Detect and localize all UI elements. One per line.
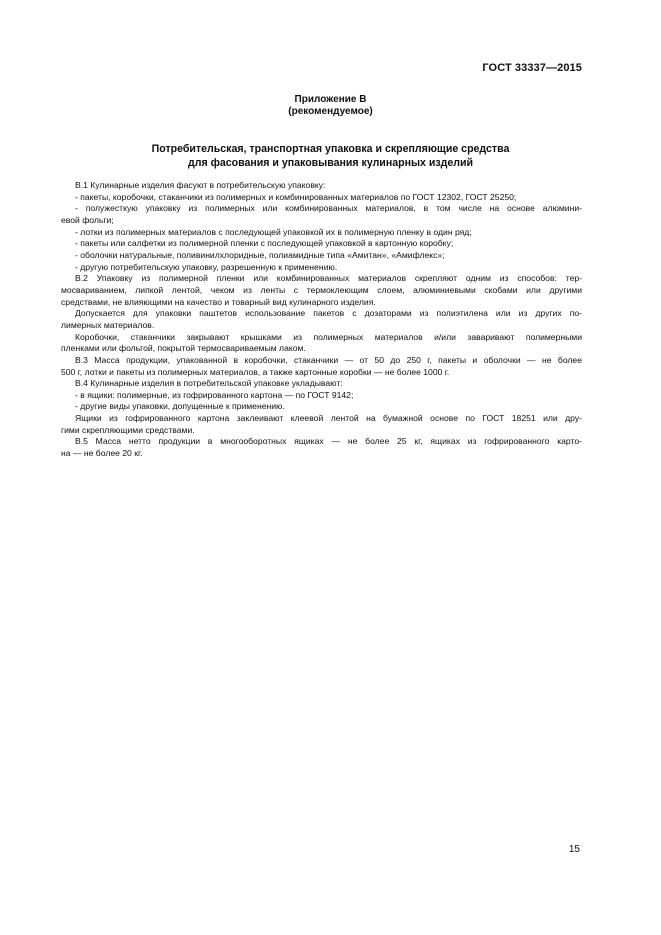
list-item: - лотки из полимерных материалов с последующей упаковкой их в полимерную пленку в один ряд; bbox=[75, 226, 472, 237]
list-item: - другую потребительскую упаковку, разрешенную к применению. bbox=[75, 261, 338, 272]
list-item: - пакеты, коробочки, стаканчики из полимерных и комбинированных материалов по ГОСТ 12302, ГОСТ 25250; bbox=[75, 191, 517, 202]
paragraph-line: 500 г, лотки и пакеты из полимерных материалов, а также картонные коробки — не более 1000 г. bbox=[61, 366, 450, 377]
annex-status: (рекомендуемое) bbox=[288, 106, 373, 117]
clause-b2: В.2 Упаковку из полимерной пленки или комбинированных материалов скрепляют одним из способов: тер- bbox=[75, 273, 582, 284]
list-item: - другие виды упаковки, допущенные к применению. bbox=[75, 401, 285, 412]
list-item: - в ящики: полимерные, из гофрированного картона — по ГОСТ 9142; bbox=[75, 389, 354, 400]
paragraph-line: мосвариванием, липкой лентой, чеком из ленты с термоклеющим слоем, алюминиевыми скобами или другими bbox=[61, 284, 582, 295]
section-heading-line-1: Потребительская, транспортная упаковка и скрепляющие средства bbox=[151, 143, 510, 155]
clause-b4: В.4 Кулинарные изделия в потребительской упаковке укладывают: bbox=[75, 378, 343, 389]
section-heading-line-2: для фасования и упаковывания кулинарных изделий bbox=[187, 157, 474, 169]
clause-b5: В.5 Масса нетто продукции в многооборотных ящиках — не более 25 кг, ящиках из гофрированного карто- bbox=[75, 436, 582, 447]
list-item: - пакеты или салфетки из полимерной пленки с последующей упаковкой в картонную коробку; bbox=[75, 238, 454, 249]
clause-b3: В.3 Масса продукции, упакованной в коробочки, стаканчики — от 50 до 250 г, пакеты и оболочки — не более bbox=[75, 354, 582, 365]
clause-b1: В.1 Кулинарные изделия фасуют в потребительскую упаковку: bbox=[75, 180, 326, 190]
annex-title: Приложение В bbox=[294, 94, 367, 105]
list-item: - оболочки натуральные, поливинилхлоридные, полиамидные типа «Амитан», «Амифлекс»; bbox=[75, 249, 445, 260]
paragraph-line: на — не более 20 кг. bbox=[61, 448, 143, 459]
paragraph-line: лимерных материалов. bbox=[61, 319, 155, 330]
paragraph-line: средствами, не влияющими на качество и товарный вид кулинарного изделия. bbox=[61, 296, 376, 307]
paragraph-line: гими скрепляющими средствами. bbox=[61, 424, 195, 435]
document-code: ГОСТ 33337—2015 bbox=[482, 62, 582, 74]
list-item: - полужесткую упаковку из полимерных или комбинированных материалов, в том числе на основе алюмини- bbox=[75, 203, 582, 214]
paragraph-line: пленками или фольгой, покрытой термосвариваемым лаком. bbox=[61, 343, 306, 354]
body-text bbox=[61, 180, 582, 460]
paragraph-line: Допускается для упаковки паштетов использование пакетов с дозаторами из полиэтилена или из других по- bbox=[75, 308, 582, 319]
paragraph-line: Ящики из гофрированного картона заклеивают клеевой лентой на бумажной основе по ГОСТ 18251 или дру- bbox=[75, 413, 582, 424]
page-number: 15 bbox=[568, 844, 580, 855]
paragraph-line: Коробочки, стаканчики закрывают крышками из полимерных материалов и/или заваривают полимерными bbox=[75, 331, 582, 342]
list-item-continuation: евой фольги; bbox=[61, 214, 114, 225]
